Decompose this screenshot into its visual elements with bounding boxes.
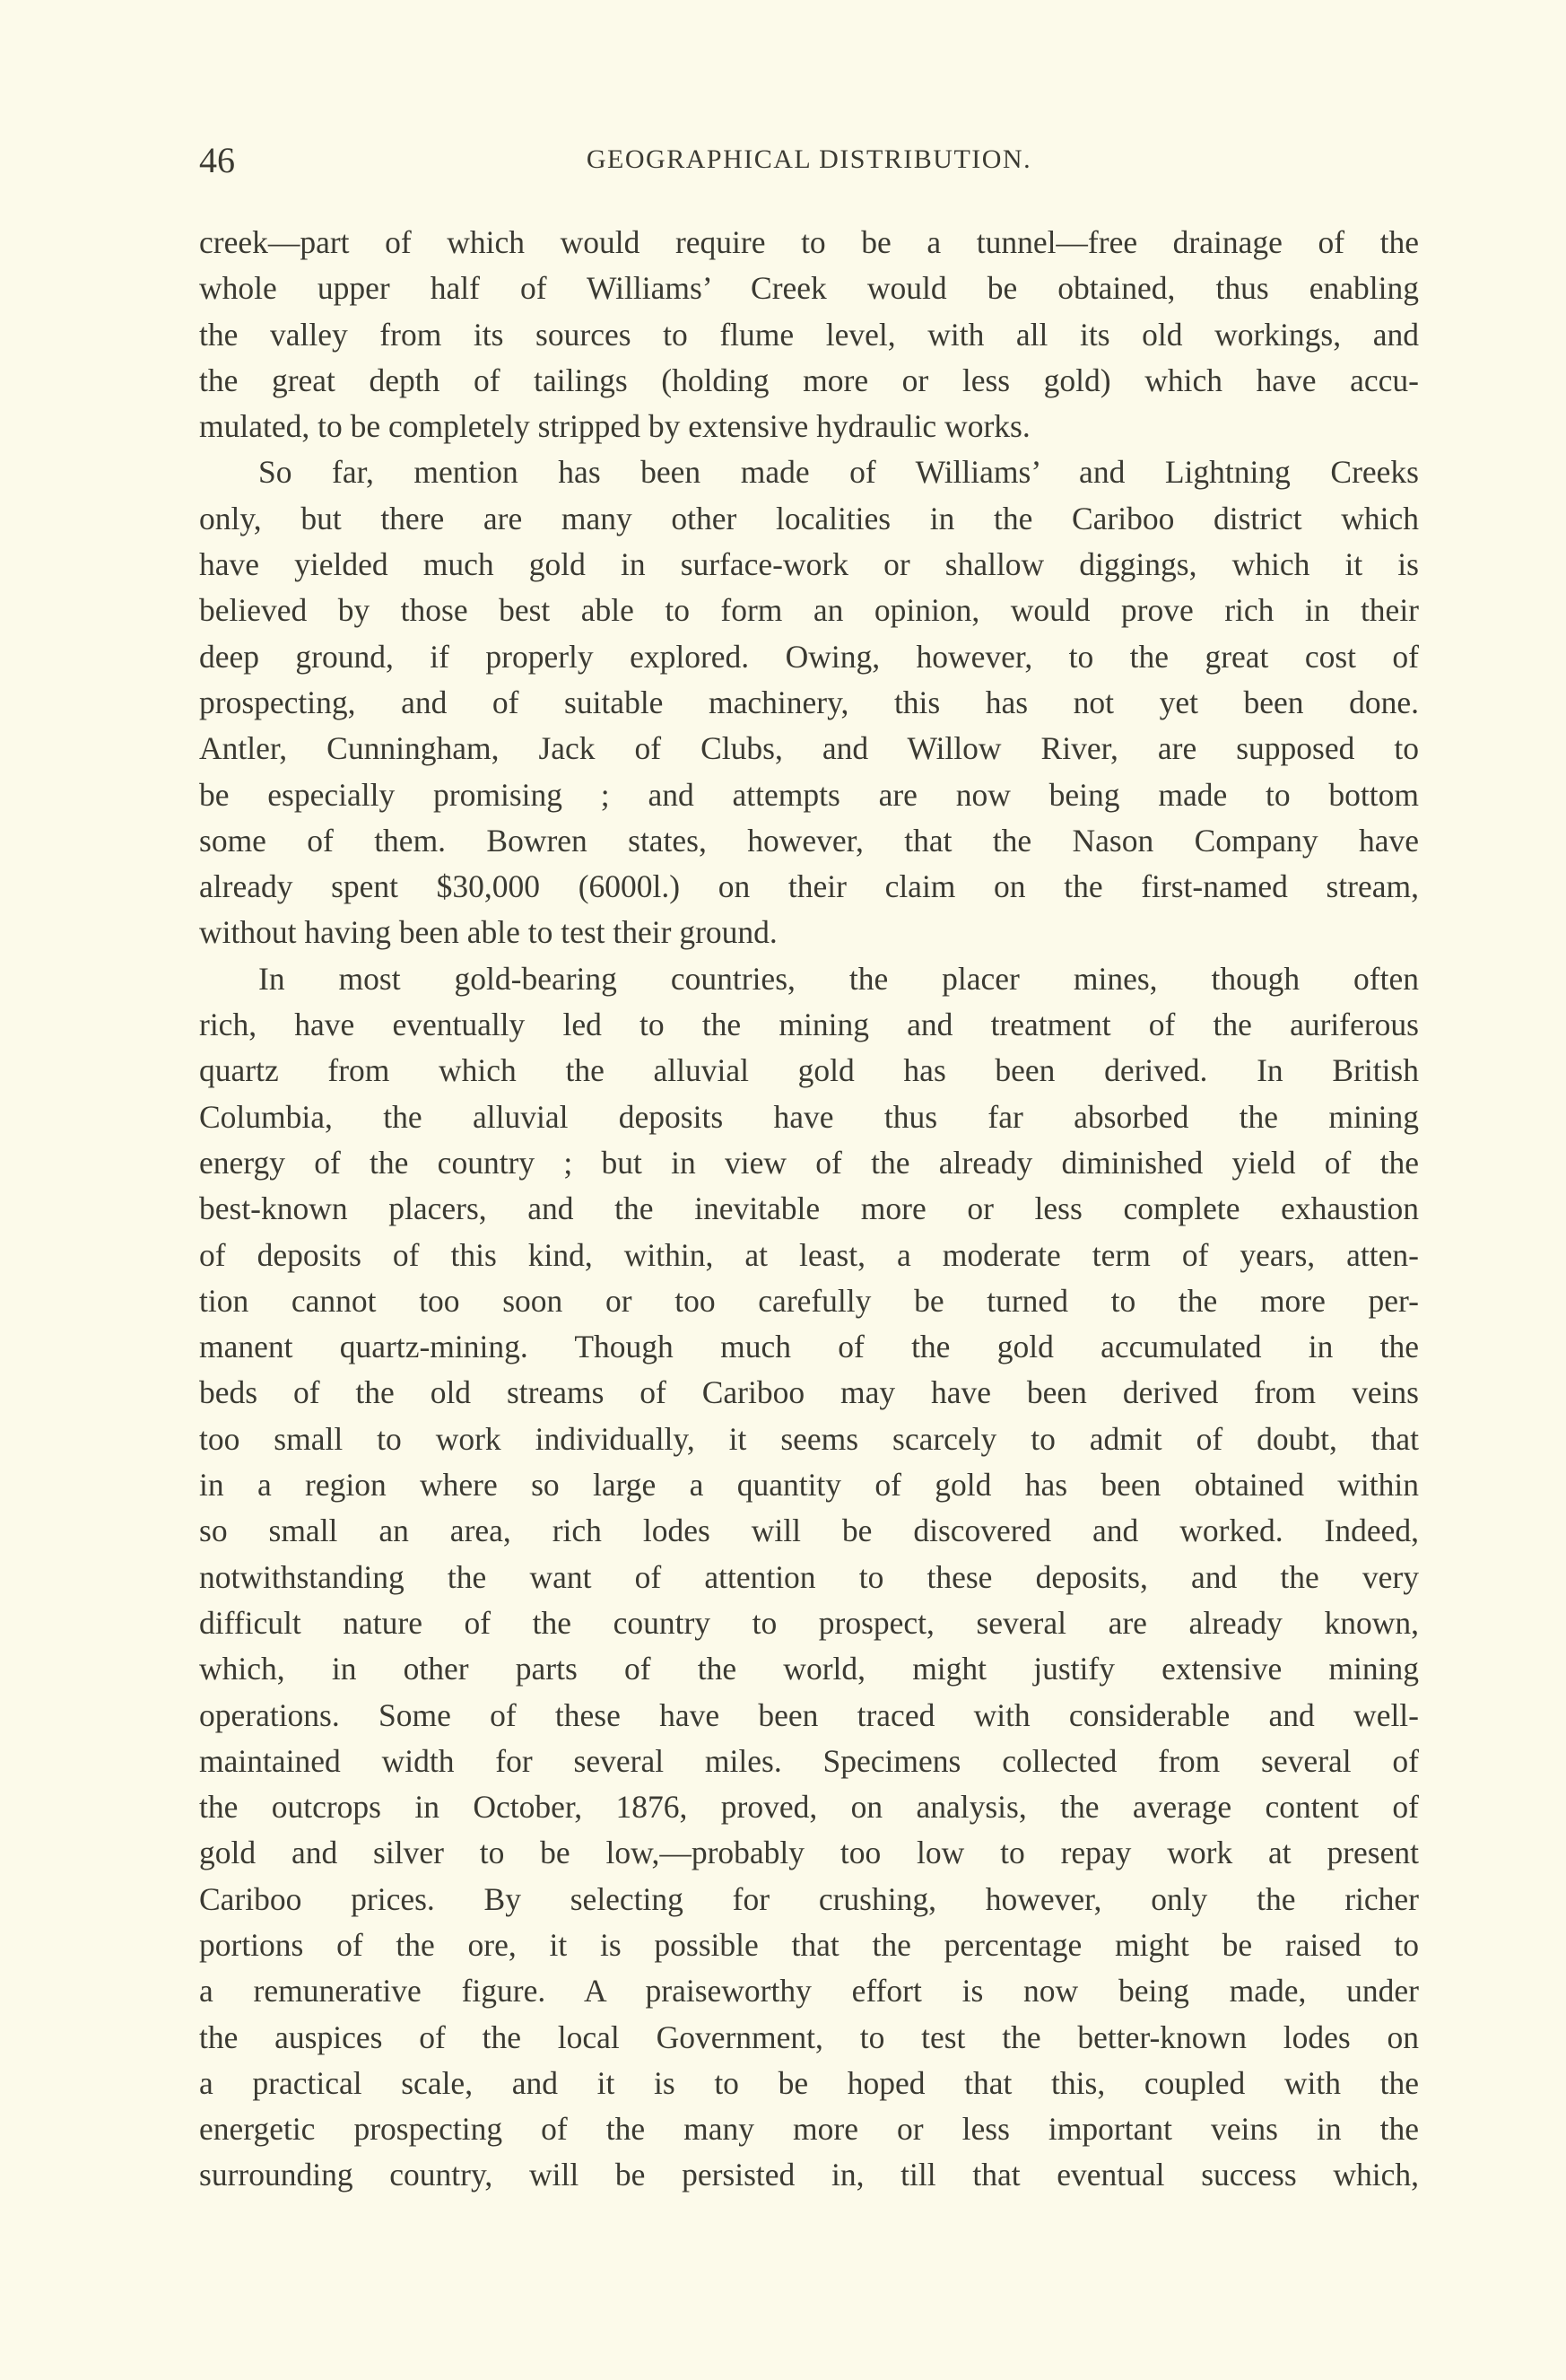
paragraph bbox=[199, 220, 1419, 449]
text-line: beds of the old streams of Cariboo may have been derived from veins bbox=[199, 1374, 1419, 1411]
paragraph bbox=[199, 956, 1419, 2199]
text-line: whole upper half of Williams’ Creek would be obtained, thus enabling bbox=[199, 270, 1419, 307]
text-line: energy of the country ; but in view of the already diminished yield of the bbox=[199, 1144, 1419, 1181]
text-line: in a region where so large a quantity of gold has been obtained within bbox=[199, 1467, 1419, 1504]
text-line: the outcrops in October, 1876, proved, on analysis, the average content of bbox=[199, 1789, 1419, 1826]
text-line: rich, have eventually led to the mining and treatment of the auriferous bbox=[199, 1007, 1419, 1043]
text-line: too small to work individually, it seems scarcely to admit of doubt, that bbox=[199, 1420, 1419, 1457]
text-line: manent quartz-mining. Though much of the gold accumulated in the bbox=[199, 1329, 1419, 1365]
text-line: Antler, Cunningham, Jack of Clubs, and Willow River, are supposed to bbox=[199, 730, 1419, 767]
text-line: be especially promising ; and attempts are now being made to bottom bbox=[199, 776, 1419, 813]
text-line: Cariboo prices. By selecting for crushing, however, only the richer bbox=[199, 1880, 1419, 1917]
text-line: quartz from which the alluvial gold has been derived. In British bbox=[199, 1052, 1419, 1089]
text-line: mulated, to be completely stripped by extensive hydraulic works. bbox=[199, 408, 1031, 445]
text-line: already spent $30,000 (6000l.) on their claim on the first-named stream, bbox=[199, 868, 1419, 905]
text-line: So far, mention has been made of Williams’ and Lightning Creeks bbox=[258, 454, 1419, 491]
text-line: deep ground, if properly explored. Owing, however, to the great cost of bbox=[199, 638, 1419, 675]
text-line: the valley from its sources to flume level, with all its old workings, and bbox=[199, 316, 1419, 353]
text-line: which, in other parts of the world, might justify extensive mining bbox=[199, 1651, 1419, 1687]
text-line: gold and silver to be low,—probably too low to repay work at present bbox=[199, 1835, 1419, 1871]
text-line: tion cannot too soon or too carefully be turned to the more per- bbox=[199, 1282, 1419, 1319]
text-line: notwithstanding the want of attention to these deposits, and the very bbox=[199, 1558, 1419, 1595]
text-line: maintained width for several miles. Specimens collected from several of bbox=[199, 1742, 1419, 1779]
text-line: operations. Some of these have been traced with considerable and well- bbox=[199, 1696, 1419, 1733]
body-text bbox=[199, 220, 1419, 2199]
text-line: the great depth of tailings (holding more or less gold) which have accu- bbox=[199, 362, 1419, 398]
text-line: surrounding country, will be persisted in, till that eventual success which, bbox=[199, 2157, 1419, 2193]
text-line: creek—part of which would require to be a tunnel—free drainage of the bbox=[199, 224, 1419, 260]
running-head: GEOGRAPHICAL DISTRIBUTION. bbox=[586, 144, 1032, 174]
text-line: portions of the ore, it is possible that the percentage might be raised to bbox=[199, 1926, 1419, 1963]
text-line: difficult nature of the country to prospect, several are already known, bbox=[199, 1604, 1419, 1641]
text-line: believed by those best able to form an opinion, would prove rich in their bbox=[199, 592, 1419, 629]
text-line: so small an area, rich lodes will be discovered and worked. Indeed, bbox=[199, 1513, 1419, 1549]
text-line: some of them. Bowren states, however, that the Nason Company have bbox=[199, 822, 1419, 859]
text-line: Columbia, the alluvial deposits have thus far absorbed the mining bbox=[199, 1098, 1419, 1135]
text-line: without having been able to test their ground. bbox=[199, 914, 778, 951]
text-line: a remunerative figure. A praiseworthy effort is now being made, under bbox=[199, 1973, 1419, 2009]
text-line: have yielded much gold in surface-work or shallow diggings, which it is bbox=[199, 546, 1419, 583]
text-line: the auspices of the local Government, to test the better-known lodes on bbox=[199, 2018, 1419, 2055]
text-line: energetic prospecting of the many more or less important veins in the bbox=[199, 2111, 1419, 2148]
text-line: only, but there are many other localities in the Cariboo district which bbox=[199, 500, 1419, 536]
text-line: In most gold-bearing countries, the placer mines, though often bbox=[258, 960, 1419, 997]
page-header bbox=[199, 139, 1419, 184]
paragraph bbox=[199, 449, 1419, 955]
text-line: of deposits of this kind, within, at least, a moderate term of years, atten- bbox=[199, 1236, 1419, 1273]
text-line: prospecting, and of suitable machinery, this has not yet been done. bbox=[199, 684, 1419, 720]
page-number: 46 bbox=[199, 140, 235, 180]
text-line: best-known placers, and the inevitable more or less complete exhaustion bbox=[199, 1190, 1419, 1227]
text-line: a practical scale, and it is to be hoped that this, coupled with the bbox=[199, 2064, 1419, 2101]
